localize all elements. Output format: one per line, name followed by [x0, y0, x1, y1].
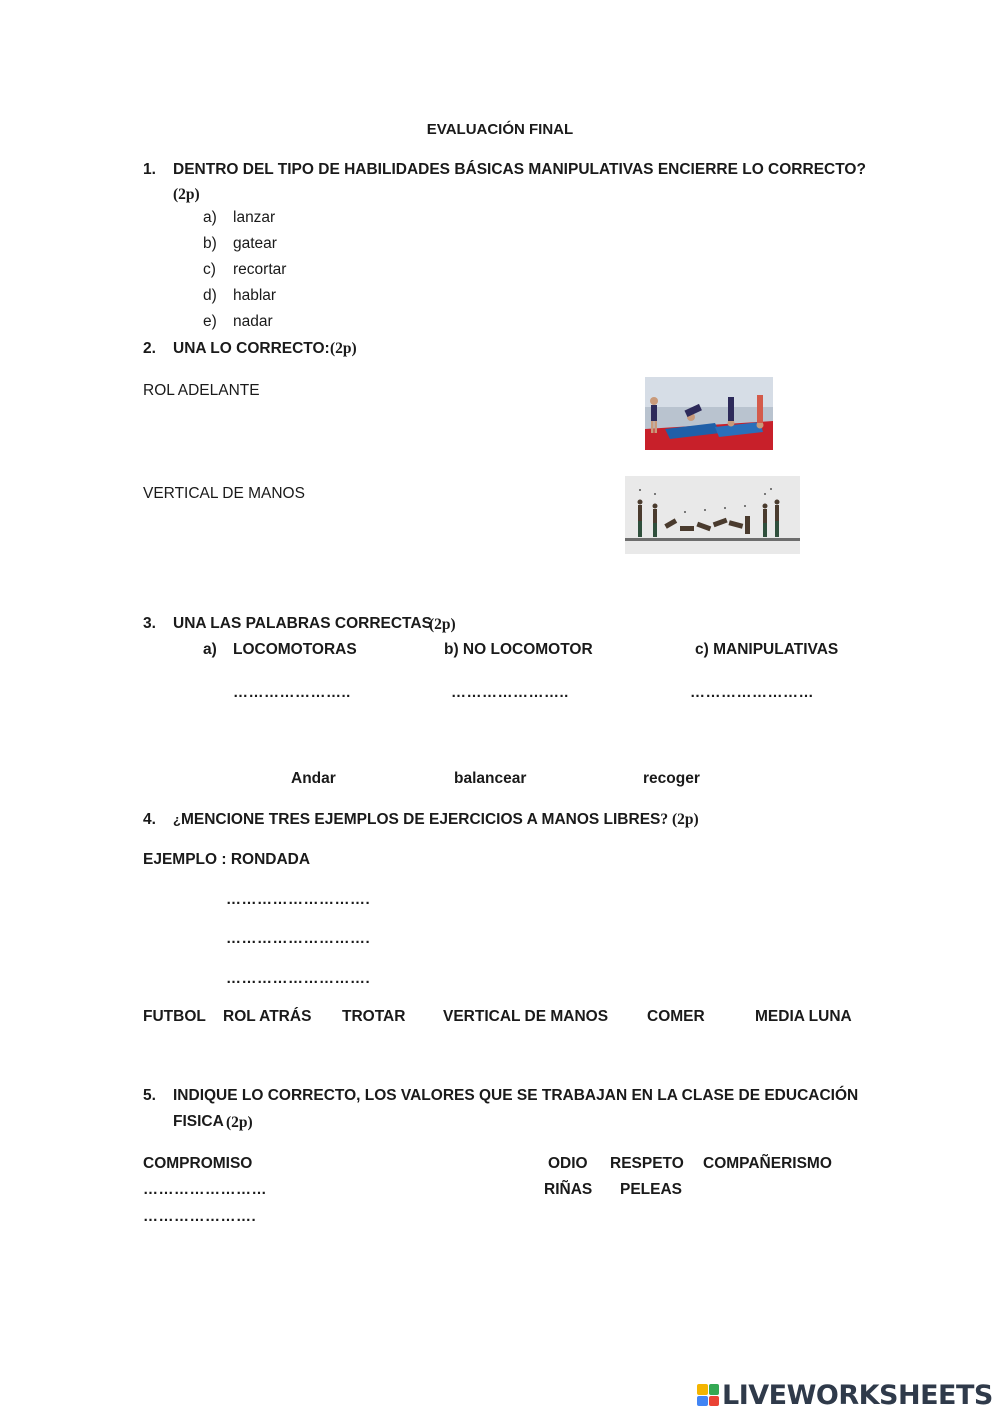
- q1-option-letter: b): [203, 235, 217, 252]
- q3-answer-blank-b[interactable]: …………………..: [451, 684, 569, 701]
- q4-text: MENCIONE TRES EJEMPLOS DE EJERCICIOS A MANOS LIBRES: [180, 811, 661, 828]
- q1-option-text[interactable]: gatear: [233, 235, 277, 252]
- q4-word-media-luna[interactable]: MEDIA LUNA: [755, 1008, 852, 1025]
- q2-points: (2p): [330, 340, 357, 357]
- logo-mark-square: [697, 1384, 708, 1395]
- q4-word-vertical-de-manos[interactable]: VERTICAL DE MANOS: [443, 1008, 609, 1025]
- forward-roll-image[interactable]: [645, 377, 773, 450]
- q5-text-line1: INDIQUE LO CORRECTO, LOS VALORES QUE SE TRABAJAN EN LA CLASE DE EDUCACIÓN: [173, 1087, 859, 1104]
- q1-option-text[interactable]: lanzar: [233, 209, 276, 226]
- q4-word-rol-atras[interactable]: ROL ATRÁS: [223, 1008, 312, 1025]
- q3-answer-blank-a[interactable]: …………………..: [233, 684, 351, 701]
- q4-answer-blank-3[interactable]: ……………………….: [226, 970, 371, 987]
- q1-option-text[interactable]: nadar: [233, 313, 273, 330]
- q3-points: (2p): [429, 616, 456, 633]
- liveworksheets-logo: [697, 1378, 993, 1412]
- q4-word-futbol[interactable]: FUTBOL: [143, 1008, 206, 1025]
- q3-answer-blank-c[interactable]: ……………………: [690, 684, 814, 701]
- q2-text: UNA LO CORRECTO:: [173, 340, 330, 357]
- logo-mark-square: [709, 1384, 720, 1395]
- q5-number: 5.: [143, 1087, 156, 1104]
- logo-mark-icon: [697, 1384, 719, 1406]
- q3-category-locomotoras: LOCOMOTORAS: [233, 641, 357, 658]
- q3-category-manipulativas: c) MANIPULATIVAS: [695, 641, 839, 658]
- q5-text-line2: FISICA: [173, 1113, 224, 1130]
- q5-word-compromiso[interactable]: COMPROMISO: [143, 1155, 253, 1172]
- q1-option-text[interactable]: hablar: [233, 287, 277, 304]
- q5-answer-blank-1[interactable]: ……………………: [143, 1181, 267, 1198]
- q4-answer-blank-2[interactable]: ……………………….: [226, 930, 371, 947]
- q5-word-rinas[interactable]: RIÑAS: [544, 1181, 593, 1198]
- q1-points: (2p): [173, 186, 200, 203]
- handstand-sequence-image[interactable]: [625, 476, 800, 554]
- q3-text: UNA LAS PALABRAS CORRECTAS: [173, 615, 432, 632]
- q5-answer-blank-2[interactable]: ………………….: [143, 1208, 257, 1225]
- q4-points: ? (2p): [660, 811, 699, 828]
- logo-text: LIVEWORKSHEETS: [722, 1379, 993, 1411]
- q1-number: 1.: [143, 161, 156, 178]
- page-title: EVALUACIÓN FINAL: [426, 121, 574, 138]
- q4-question-mark-open: ¿: [173, 812, 181, 827]
- q5-word-peleas[interactable]: PELEAS: [620, 1181, 683, 1198]
- q4-question: [173, 811, 699, 829]
- q1-option-letter: d): [203, 287, 217, 304]
- q2-number: 2.: [143, 340, 156, 357]
- q1-text: DENTRO DEL TIPO DE HABILIDADES BÁSICAS MANIPULATIVAS ENCIERRE LO CORRECTO?: [173, 161, 866, 178]
- q1-option-letter: c): [203, 261, 216, 278]
- q3-word-balancear[interactable]: balancear: [454, 770, 527, 787]
- q5-word-respeto[interactable]: RESPETO: [610, 1155, 684, 1172]
- q1-option-letter: e): [203, 313, 217, 330]
- q3-category-a-letter: a): [203, 641, 217, 658]
- logo-mark-square: [709, 1396, 720, 1407]
- q4-word-trotar[interactable]: TROTAR: [342, 1008, 406, 1025]
- q2-item-rol-adelante[interactable]: ROL ADELANTE: [143, 382, 260, 399]
- q1-option-text[interactable]: recortar: [233, 261, 287, 278]
- q3-category-no-locomotor: b) NO LOCOMOTOR: [444, 641, 593, 658]
- q5-word-odio[interactable]: ODIO: [548, 1155, 588, 1172]
- q3-word-recoger[interactable]: recoger: [643, 770, 700, 787]
- q4-number: 4.: [143, 811, 156, 828]
- q3-number: 3.: [143, 615, 156, 632]
- q4-example: EJEMPLO : RONDADA: [143, 851, 311, 868]
- q5-points: (2p): [226, 1114, 253, 1131]
- q2-item-vertical-de-manos[interactable]: VERTICAL DE MANOS: [143, 485, 305, 502]
- q1-option-letter: a): [203, 209, 217, 226]
- q4-answer-blank-1[interactable]: ……………………….: [226, 891, 371, 908]
- q3-word-andar[interactable]: Andar: [291, 770, 336, 787]
- logo-mark-square: [697, 1396, 708, 1407]
- q4-word-comer[interactable]: COMER: [647, 1008, 705, 1025]
- q5-word-companerismo[interactable]: COMPAÑERISMO: [703, 1155, 832, 1172]
